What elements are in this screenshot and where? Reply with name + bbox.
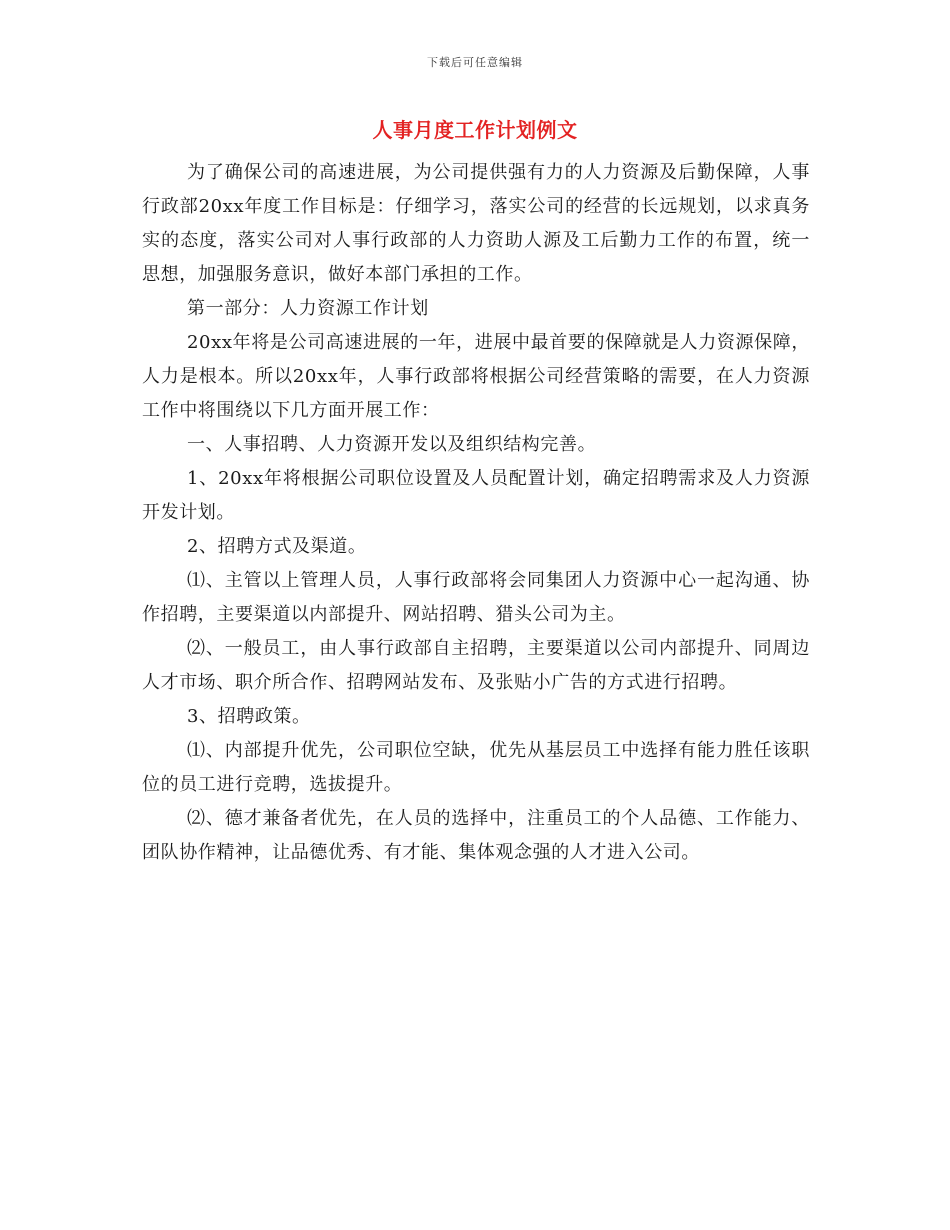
document-body xyxy=(142,156,810,870)
paragraph-overview: 20xx年将是公司高速进展的一年，进展中最首要的保障就是人力资源保障，人力是根本。所以20xx年，人事行政部将根据公司经营策略的需要，在人力资源工作中将围绕以下几方面开展工作： xyxy=(142,332,810,421)
subsection-heading-recruitment: 一、人事招聘、人力资源开发以及组织结构完善。 xyxy=(187,434,597,455)
list-item-3-2: ⑵、德才兼备者优先，在人员的选择中，注重员工的个人品德、工作能力、团队协作精神，让品德优秀、有才能、集体观念强的人才进入公司。 xyxy=(142,808,810,863)
list-item-3: 3、招聘政策。 xyxy=(187,706,311,727)
paragraph-intro: 为了确保公司的高速进展，为公司提供强有力的人力资源及后勤保障，人事行政部20xx年度工作目标是：仔细学习，落实公司的经营的长远规划，以求真务实的态度，落实公司对人事行政部的人力资助人源及工后勤力工作的布置，统一思想，加强服务意识，做好本部门承担的工作。 xyxy=(142,162,810,285)
list-item-3-1: ⑴、内部提升优先，公司职位空缺，优先从基层员工中选择有能力胜任该职位的员工进行竞聘，选拔提升。 xyxy=(142,740,810,795)
section-heading-part-one: 第一部分：人力资源工作计划 xyxy=(187,298,429,319)
list-item-2: 2、招聘方式及渠道。 xyxy=(187,536,367,557)
list-item-2-1: ⑴、主管以上管理人员，人事行政部将会同集团人力资源中心一起沟通、协作招聘，主要渠道以内部提升、网站招聘、猎头公司为主。 xyxy=(142,570,810,625)
document-title: 人事月度工作计划例文 xyxy=(372,118,578,142)
list-item-1: 1、20xx年将根据公司职位设置及人员配置计划，确定招聘需求及人力资源开发计划。 xyxy=(142,468,810,523)
list-item-2-2: ⑵、一般员工，由人事行政部自主招聘，主要渠道以公司内部提升、同周边人才市场、职介所合作、招聘网站发布、及张贴小广告的方式进行招聘。 xyxy=(142,638,810,693)
header-note: 下载后可任意编辑 xyxy=(427,56,523,69)
